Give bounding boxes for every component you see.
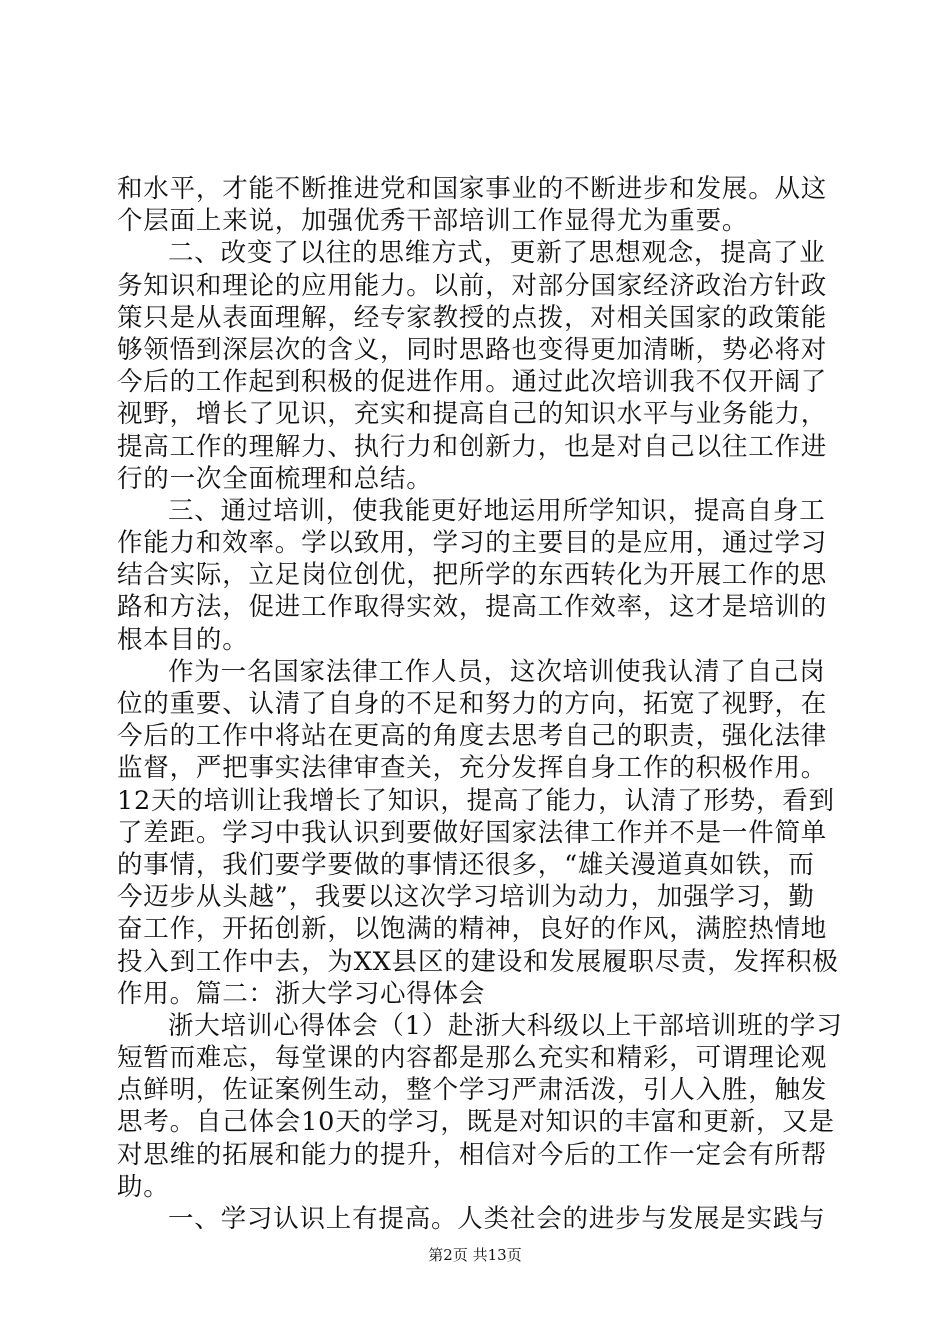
- body-text: [117, 173, 843, 1235]
- text-line: 作为一名国家法律工作人员，这次培训使我认清了自己岗: [168, 656, 826, 687]
- page-number-footer: 第2页 共13页: [428, 1246, 522, 1264]
- text-line: 点鲜明，佐证案例生动，整个学习严肃活泼，引人入胜，触发: [117, 1075, 828, 1106]
- text-line: 和水平，才能不断推进党和国家事业的不断进步和发展。从这: [117, 174, 828, 204]
- text-line: 提高工作的理解力、执行力和创新力，也是对自己以往工作进: [117, 431, 828, 462]
- text-line: 的事情，我们要学要做的事情还很多，“雄关漫道真如铁，而: [117, 849, 815, 880]
- text-line: 今后的工作中将站在更高的角度去思考自己的职责，强化法律: [117, 721, 828, 752]
- text-line: 投入到工作中去，为XX县区的建设和发展履职尽责，发挥积极: [117, 946, 839, 977]
- text-line: 作用。篇二：浙大学习心得体会: [117, 978, 486, 1009]
- text-line: 一、学习认识上有提高。人类社会的进步与发展是实践与: [168, 1204, 826, 1234]
- text-line: 结合实际，立足岗位创优，把所学的东西转化为开展工作的思: [117, 560, 828, 591]
- text-line: 视野，增长了见识，充实和提高自己的知识水平与业务能力，: [117, 399, 828, 430]
- text-line: 路和方法，促进工作取得实效，提高工作效率，这才是培训的: [117, 592, 828, 623]
- text-line: 今后的工作起到积极的促进作用。通过此次培训我不仅开阔了: [117, 367, 828, 398]
- text-line: 行的一次全面梳理和总结。: [117, 463, 433, 494]
- text-line: 对思维的拓展和能力的提升，相信对今后的工作一定会有所帮: [117, 1139, 828, 1170]
- text-line: 够领悟到深层次的含义，同时思路也变得更加清晰，势必将对: [117, 334, 828, 365]
- text-line: 策只是从表面理解，经专家教授的点拨，对相关国家的政策能: [117, 302, 828, 333]
- text-line: 务知识和理论的应用能力。以前，对部分国家经济政治方针政: [117, 270, 828, 301]
- text-line: 根本目的。: [117, 624, 249, 655]
- text-line: 12天的培训让我增长了知识，提高了能力，认清了形势，看到: [117, 785, 835, 816]
- text-line: 监督，严把事实法律审查关，充分发挥自身工作的积极作用。: [117, 753, 828, 784]
- text-line: 思考。自己体会10天的学习，既是对知识的丰富和更新，又是: [117, 1107, 835, 1138]
- text-line: 浙大培训心得体会（1）赴浙大科级以上干部培训班的学习: [168, 1010, 843, 1041]
- text-line: 三、通过培训，使我能更好地运用所学知识，提高自身工: [168, 495, 826, 526]
- text-line: 作能力和效率。学以致用，学习的主要目的是应用，通过学习: [117, 528, 828, 559]
- text-line: 位的重要、认清了自身的不足和努力的方向，拓宽了视野，在: [117, 689, 828, 719]
- text-line: 今迈步从头越”，我要以这次学习培训为动力，加强学习，勤: [117, 882, 815, 913]
- text-line: 奋工作，开拓创新，以饱满的精神，良好的作风，满腔热情地: [117, 914, 828, 945]
- text-line: 个层面上来说，加强优秀干部培训工作显得尤为重要。: [117, 206, 749, 237]
- text-line: 短暂而难忘，每堂课的内容都是那么充实和精彩，可谓理论观: [117, 1043, 828, 1074]
- text-line: 二、改变了以往的思维方式，更新了思想观念，提高了业: [168, 238, 826, 269]
- text-line: 助。: [117, 1171, 170, 1202]
- text-line: 了差距。学习中我认识到要做好国家法律工作并不是一件简单: [117, 817, 828, 848]
